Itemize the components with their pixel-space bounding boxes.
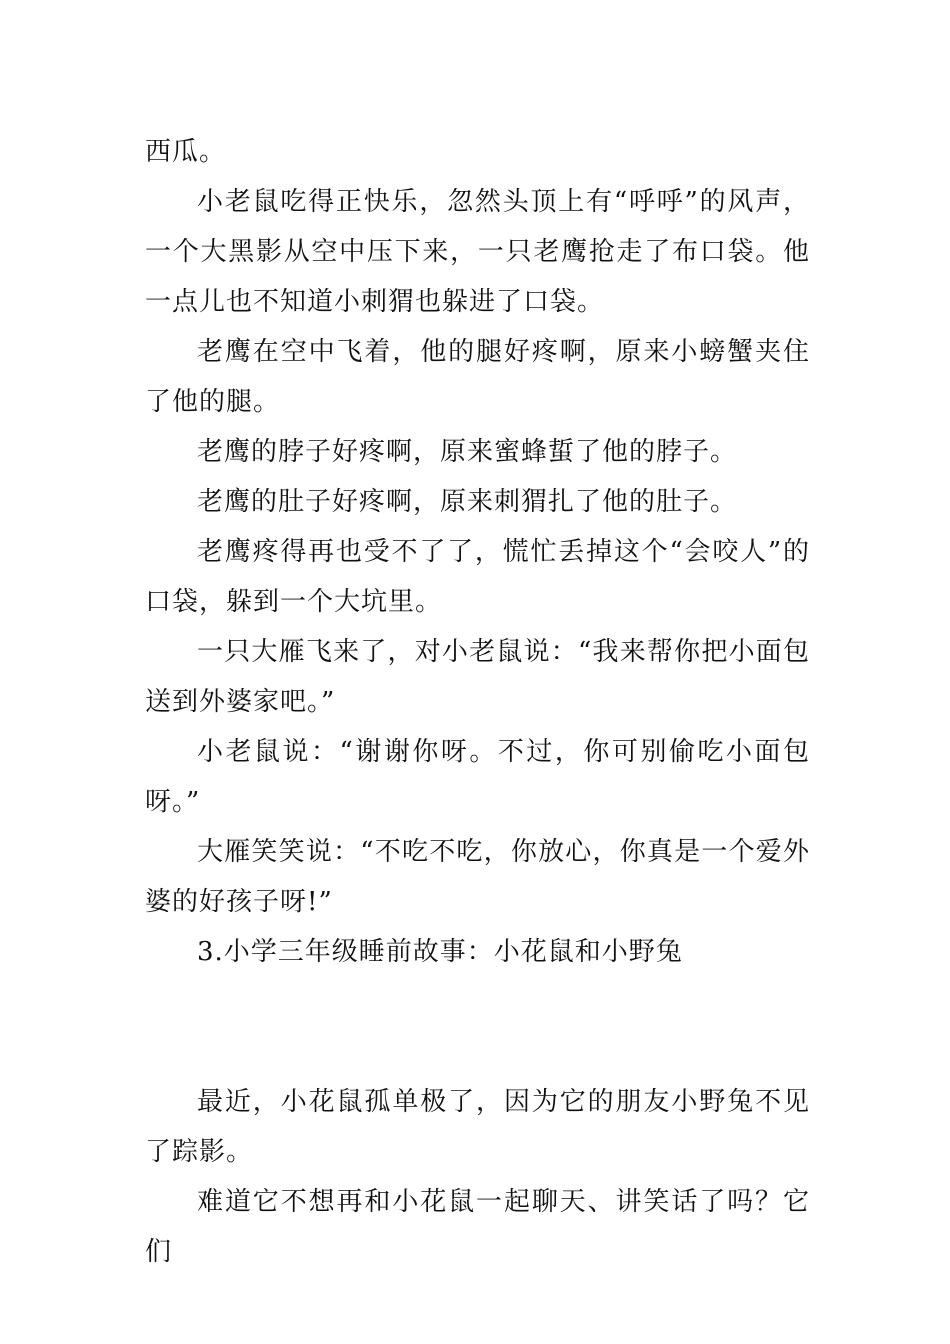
paragraph: 老鹰在空中飞着，他的腿好疼啊，原来小螃蟹夹住了他的腿。 <box>145 337 810 417</box>
paragraph: 小老鼠说：“谢谢你呀。不过，你可别偷吃小面包呀。” <box>145 737 810 817</box>
section-heading: 3.小学三年级睡前故事：小花鼠和小野兔 <box>197 937 683 967</box>
paragraph: 难道它不想再和小花鼠一起聊天、讲笑话了吗？它们 <box>145 1187 810 1267</box>
document-body <box>145 127 810 1277</box>
paragraph: 老鹰的脖子好疼啊，原来蜜蜂蜇了他的脖子。 <box>197 437 738 467</box>
paragraph: 老鹰的肚子好疼啊，原来刺猬扎了他的肚子。 <box>197 487 738 517</box>
paragraph-continuation: 西瓜。 <box>145 137 227 167</box>
paragraph: 老鹰疼得再也受不了了，慌忙丢掉这个“会咬人”的口袋，躲到一个大坑里。 <box>145 537 810 617</box>
paragraph: 大雁笑笑说：“不吃不吃，你放心，你真是一个爱外婆的好孩子呀!” <box>145 837 810 917</box>
paragraph: 一只大雁飞来了，对小老鼠说：“我来帮你把小面包送到外婆家吧。” <box>145 637 810 717</box>
paragraph: 最近，小花鼠孤单极了，因为它的朋友小野兔不见了踪影。 <box>145 1087 810 1167</box>
paragraph: 小老鼠吃得正快乐，忽然头顶上有“呼呼”的风声，一个大黑影从空中压下来，一只老鹰抢走了布口袋。他一点儿也不知道小刺猬也躲进了口袋。 <box>145 187 810 317</box>
